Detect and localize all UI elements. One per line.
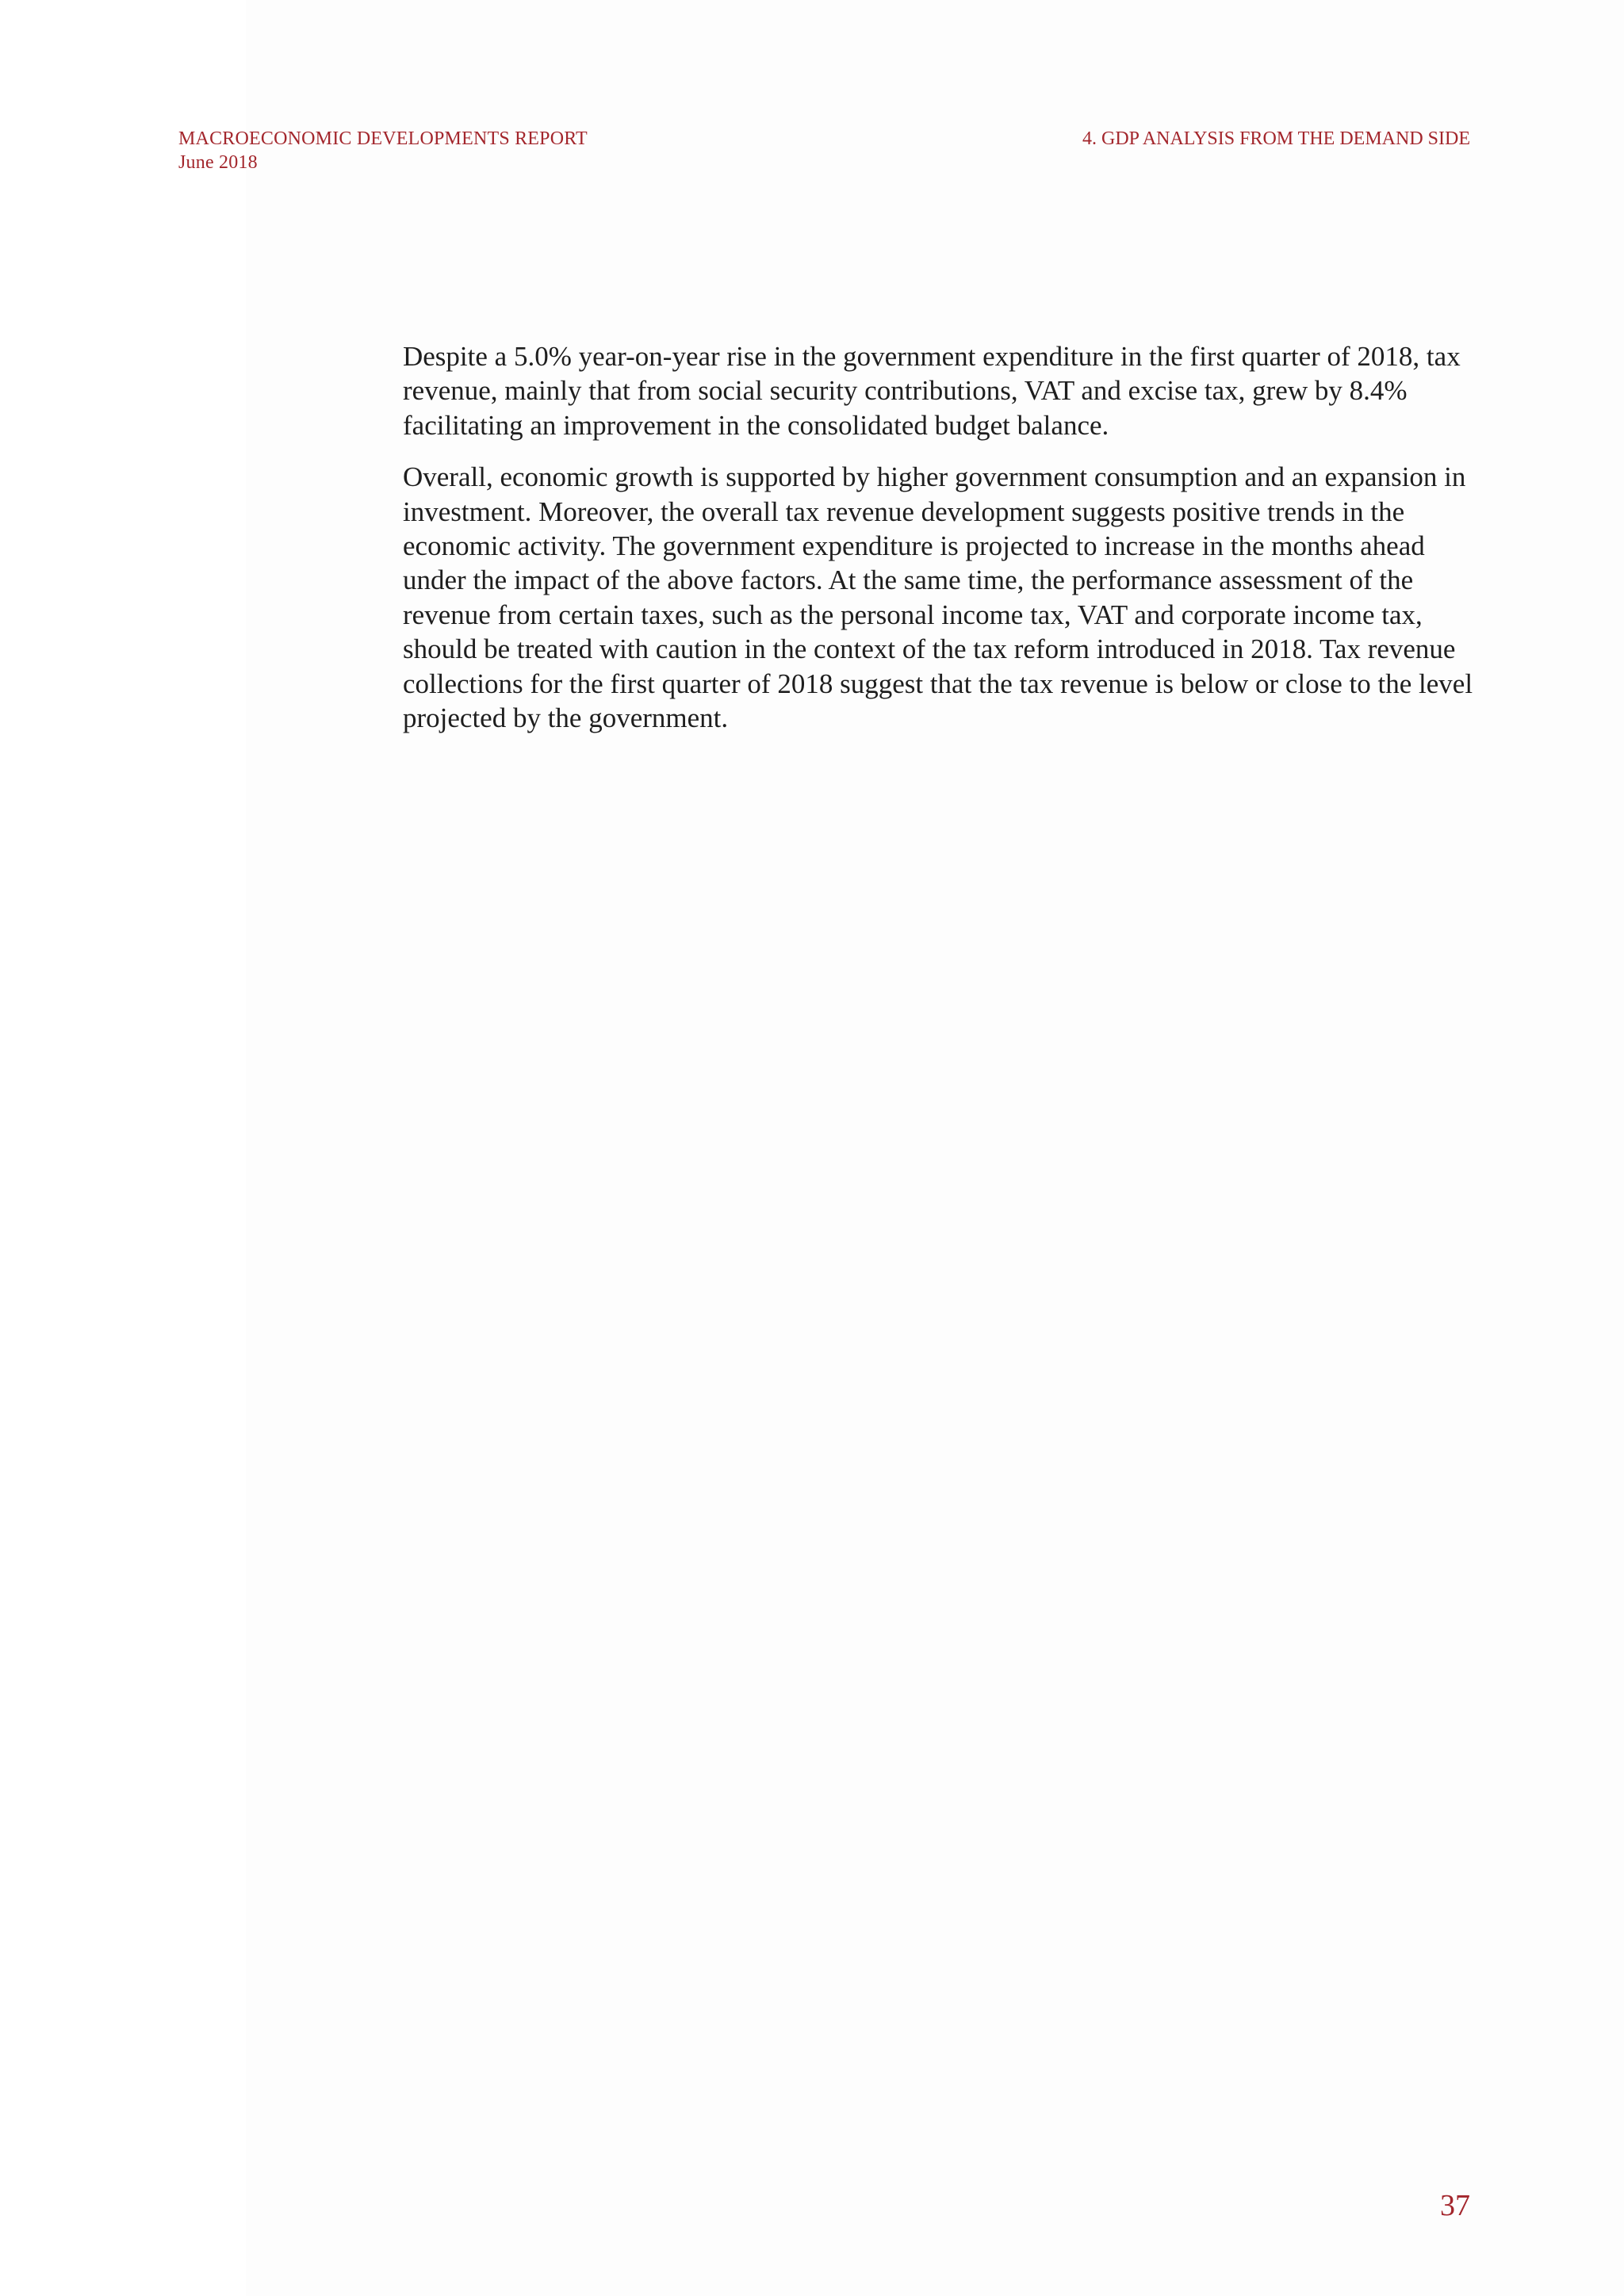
running-header-right <box>1082 127 1470 151</box>
page-number: 37 <box>1440 2189 1470 2222</box>
body-text <box>403 339 1473 752</box>
paragraph: Despite a 5.0% year-on-year rise in the government expenditure in the first quarter of 2018, tax revenue, mainly that from social security contributions, VAT and excise tax, grew by 8.4% facilitating an improvement in the consolidated budget balance. <box>403 341 1461 441</box>
report-title: MACROECONOMIC DEVELOPMENTS REPORT <box>178 128 588 149</box>
section-title: 4. GDP ANALYSIS FROM THE DEMAND SIDE <box>1082 128 1470 149</box>
paragraph: Overall, economic growth is supported by higher government consumption and an expansion in investment. Moreover, the overall tax revenue development suggests positive trends in the economic activity. The government expenditure is projected to increase in the months ahead under the impact of the above factors. At the same time, the performance assessment of the revenue from certain taxes, such as the personal income tax, VAT and corporate income tax, should be treated with caution in the context of the tax reform introduced in 2018. Tax revenue collections for the first quarter of 2018 suggest that the tax revenue is below or close to the level projected by the government. <box>403 461 1473 734</box>
report-date: June 2018 <box>178 152 258 173</box>
running-header-left <box>178 127 588 174</box>
